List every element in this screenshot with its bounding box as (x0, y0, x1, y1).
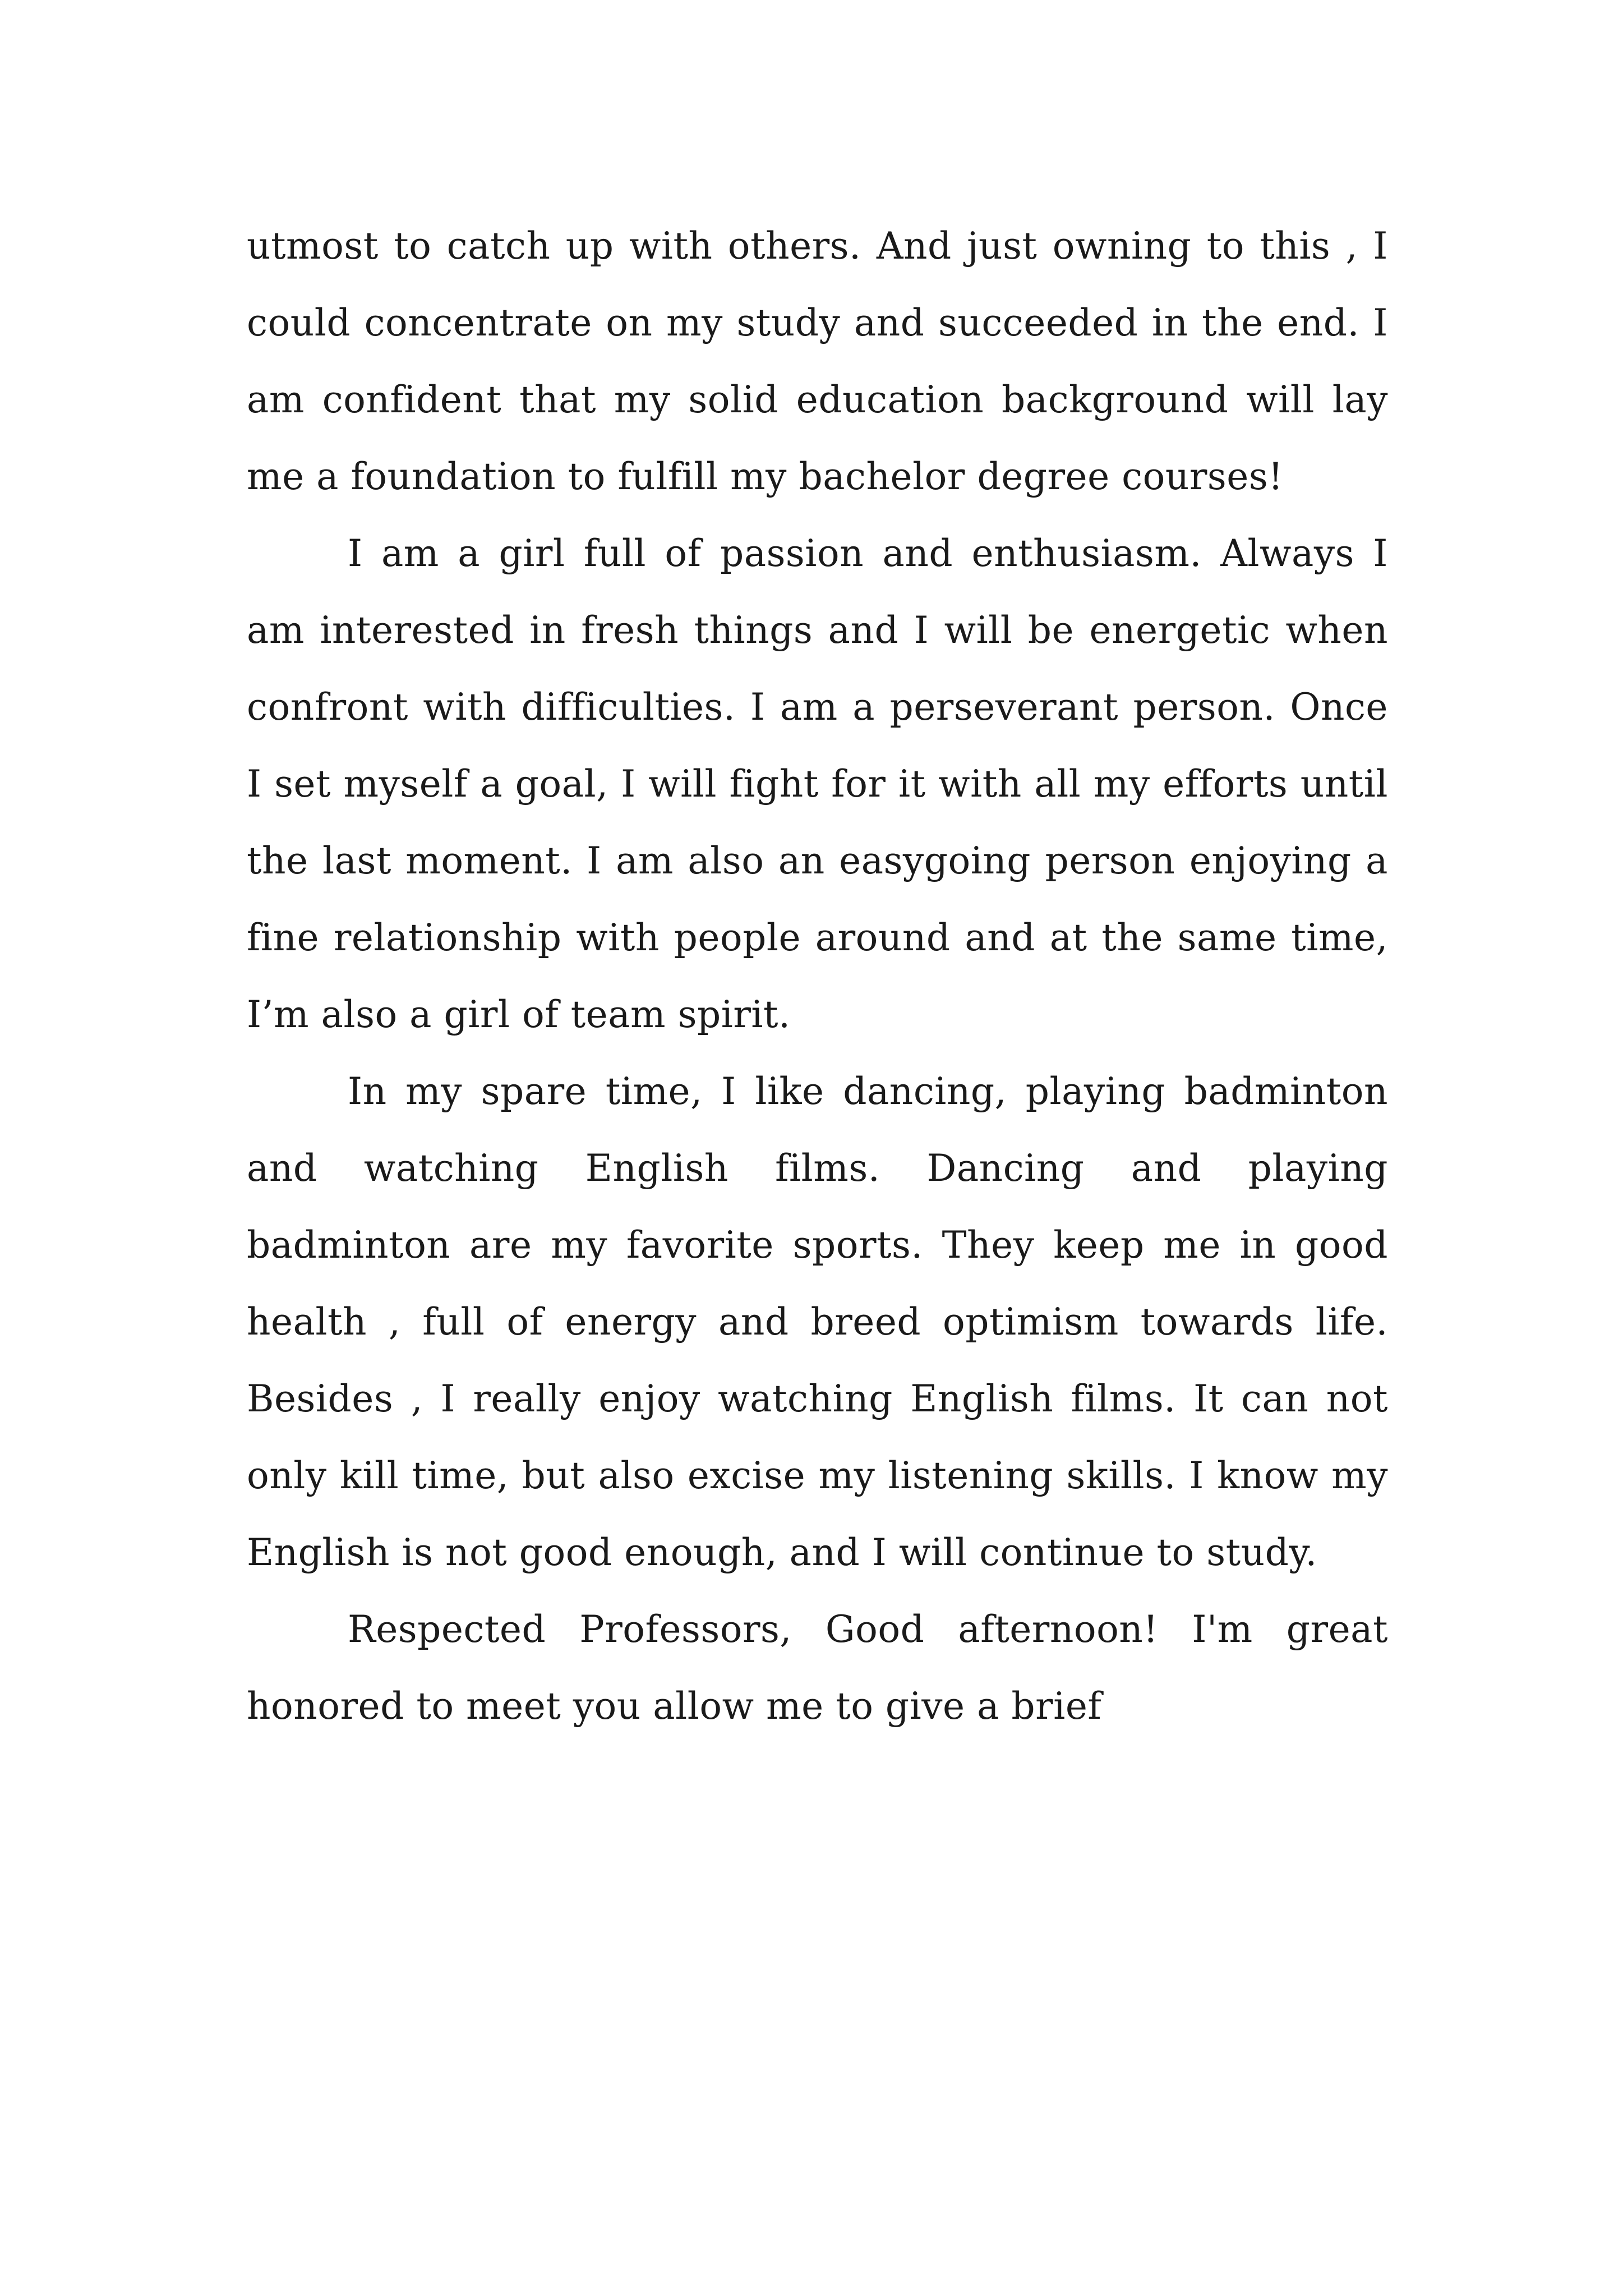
paragraph-4: Respected Professors, Good afternoon! I'm great honored to meet you allow me to give a brief (247, 1608, 1388, 1728)
paragraph-2: I am a girl full of passion and enthusiasm. Always I am interested in fresh things and I will be energetic when confront with difficulties. I am a perseverant person. Once I set myself a goal, I will fight for it with all my efforts until the last moment. I am also an easygoing person enjoying a fine relationship with people around and at the same time, I’m also a girl of team spirit. (247, 532, 1388, 1036)
paragraph-3: In my spare time, I like dancing, playing badminton and watching English films. Dancing and playing badminton are my favorite sports. They keep me in good health , full of energy and breed optimism towards life. Besides , I really enjoy watching English films. It can not only kill time, but also excise my listening skills. I know my English is not good enough, and I will continue to study. (247, 1070, 1388, 1574)
document-body (247, 208, 1388, 1745)
paragraph-1: utmost to catch up with others. And just owning to this , I could concentrate on my study and succeeded in the end. I am confident that my solid education background will lay me a foundation to fulfill my bachelor degree courses! (247, 224, 1388, 498)
